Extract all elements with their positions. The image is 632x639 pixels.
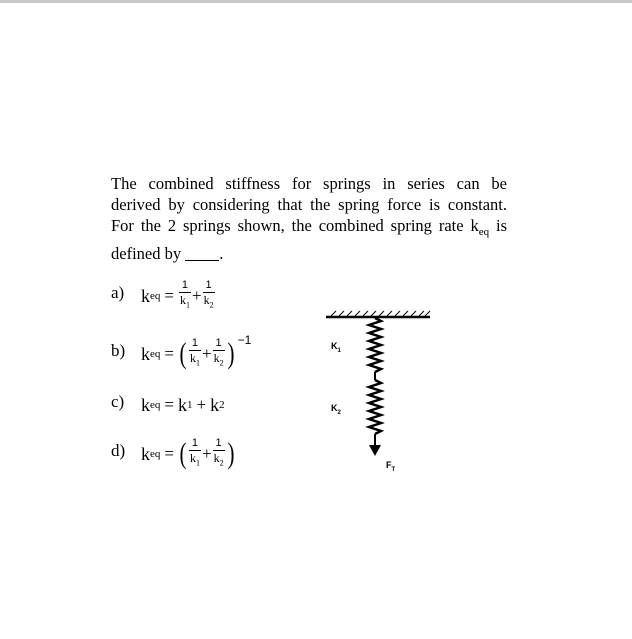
question-line-1: The combined stiffness for springs in series can be — [111, 174, 507, 193]
top-border — [0, 0, 632, 3]
plus-sign: + — [196, 395, 207, 414]
spring-diagram-svg — [320, 300, 450, 480]
plus-sign: + — [201, 444, 212, 463]
spring-1 — [369, 318, 381, 372]
keq-k: k — [141, 285, 150, 306]
keq-sub: eq — [150, 348, 161, 360]
fraction-1-over-k1 — [189, 438, 201, 469]
equals-sign: = — [164, 344, 174, 363]
plus-sign: + — [201, 344, 212, 363]
denominator: $k_1$ — [189, 451, 200, 468]
keq-subscript: eq — [478, 226, 490, 238]
force-arrow-head — [369, 445, 381, 456]
option-c-equation — [141, 392, 225, 418]
numerator: 1 — [215, 337, 222, 350]
fraction-1-over-k2 — [203, 280, 215, 311]
k1-label: $K_1$ — [331, 341, 341, 354]
equals-sign: = — [164, 395, 174, 414]
equals-sign: = — [164, 444, 174, 463]
denominator: $k_2$ — [213, 351, 224, 368]
denominator: $k_1$ — [179, 293, 190, 310]
option-d-label: d) — [111, 441, 126, 460]
option-a-equation — [141, 279, 216, 310]
question-text — [111, 173, 507, 264]
is-word: is — [489, 216, 507, 235]
k2-sub: 2 — [219, 399, 225, 411]
question-line-3-text: For the 2 springs shown, the combined spring rate k — [111, 216, 479, 235]
option-b-label: b) — [111, 341, 126, 360]
option-b-equation — [141, 333, 252, 370]
answer-blank — [185, 246, 219, 261]
fraction-1-over-k1 — [189, 338, 201, 369]
period: . — [219, 244, 224, 263]
option-a-label: a) — [111, 283, 125, 302]
right-paren: ) — [227, 437, 235, 470]
right-paren: ) — [227, 337, 235, 370]
denominator: $k_2$ — [213, 451, 224, 468]
keq-k: k — [141, 443, 150, 464]
numerator: 1 — [181, 279, 189, 292]
option-d-equation — [141, 437, 236, 470]
k1: k — [177, 394, 187, 415]
numerator: 1 — [191, 437, 199, 450]
question-line-4 — [111, 243, 507, 264]
option-c-label: c) — [111, 392, 125, 411]
k1-sub: 1 — [186, 399, 193, 411]
denominator: $k_1$ — [189, 351, 200, 368]
force-label: $F_T$ — [386, 460, 396, 473]
exponent: −1 — [237, 333, 252, 347]
numerator: 1 — [191, 337, 199, 350]
question-line-3 — [111, 215, 507, 243]
question-line-4-text: defined by — [111, 244, 182, 263]
numerator: 1 — [205, 279, 212, 292]
question-line-2: derived by considering that the spring force is constant. — [111, 195, 507, 214]
keq-sub: eq — [150, 290, 161, 302]
keq-k: k — [141, 394, 150, 415]
spring-diagram — [320, 300, 450, 480]
keq-sub: eq — [150, 448, 161, 460]
fraction-1-over-k2 — [213, 438, 225, 469]
left-paren: ( — [179, 437, 187, 470]
left-paren: ( — [179, 337, 187, 370]
fraction-1-over-k2 — [213, 338, 225, 369]
fraction-1-over-k1 — [179, 280, 191, 311]
equals-sign: = — [164, 286, 174, 305]
denominator: $k_2$ — [203, 293, 214, 310]
keq-sub: eq — [150, 399, 161, 411]
numerator: 1 — [215, 437, 222, 450]
k2-label: $K_2$ — [331, 403, 341, 416]
keq-k: k — [141, 343, 150, 364]
plus-sign: + — [191, 286, 202, 305]
spring-2 — [369, 380, 381, 434]
k2: k — [210, 394, 220, 415]
